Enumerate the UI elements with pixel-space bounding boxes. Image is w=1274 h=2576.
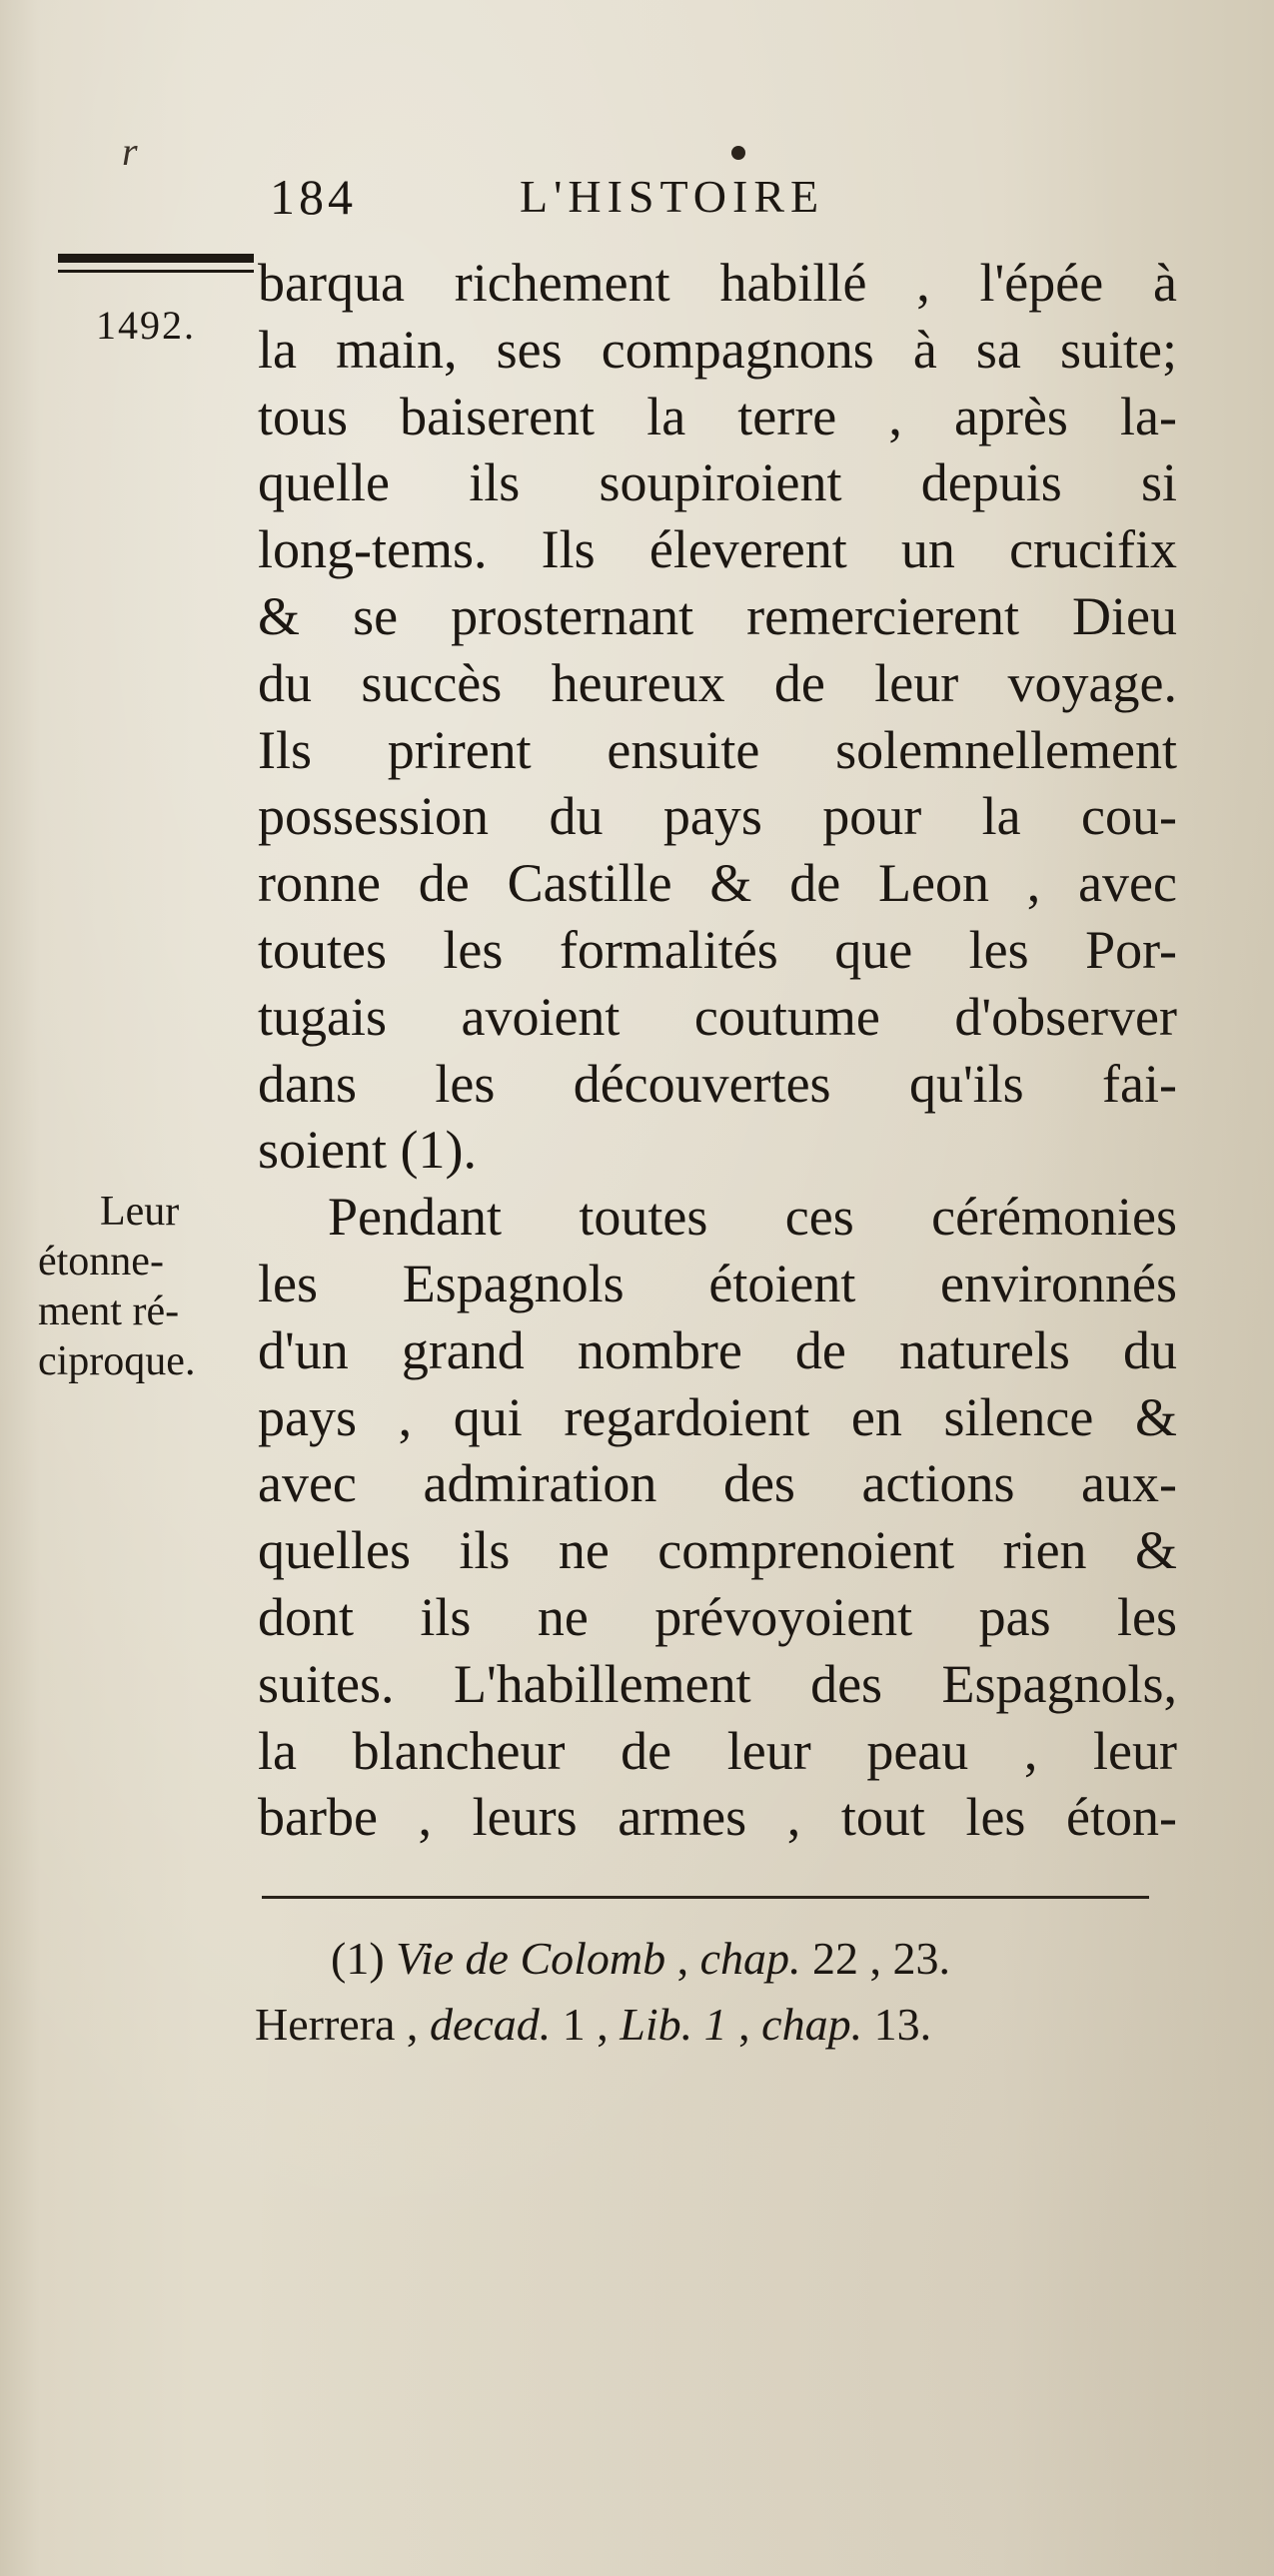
text-line: barbe , leurs armes , tout les éton- [258,1787,1177,1848]
text-line: la main, ses compagnons à sa suite; [258,319,1177,380]
margin-note-line: étonne- [38,1239,164,1285]
body-text [258,250,1177,1851]
text-line: suites. L'habillement des Espagnols, [258,1653,1177,1714]
footnote-chap-value: 13. [862,1999,932,2050]
footnote-chap-values: 22 , 23. [800,1933,951,1984]
text-line: long-tems. Ils éleverent un crucifix [258,519,1177,580]
text-line: dont ils ne prévoyoient pas les [258,1586,1177,1647]
footnote-chap-label: chap. [699,1933,801,1984]
margin-year: 1492. [96,303,196,348]
text-line: ronne de Castille & de Leon , avec [258,853,1177,914]
margin-note [38,1187,258,1386]
header-ink-dot [731,146,745,160]
footnote-title: Vie de Colomb [396,1933,666,1984]
footnote-decad-label: decad. [429,1999,552,2050]
footnote-line [255,1992,1184,2058]
footnote-marker: (1) [331,1933,385,1984]
text-line: du succès heureux de leur voyage. [258,652,1177,713]
text-line: la blancheur de leur peau , leur [258,1720,1177,1781]
footnote-line [255,1926,1184,1992]
text-line: Pendant toutes ces cérémonies [328,1187,1177,1248]
footnote-lib-label: Lib. 1 [620,1999,727,2050]
text-line: soient (1). [258,1120,477,1181]
text-line: quelles ils ne comprenoient rien & [258,1520,1177,1581]
page-header [270,168,989,238]
margin-note-line: ciproque. [38,1338,196,1384]
text-line: pays , qui regardoient en silence & [258,1386,1177,1447]
margin-double-rule [58,254,254,276]
text-line: toutes les formalités que les Por- [258,919,1177,980]
footnote-separator: , [726,1999,762,2050]
footnote-chap-label: chap. [761,1999,863,2050]
margin-note-line: Leur [100,1189,180,1235]
margin-note-line: ment ré- [38,1288,180,1334]
text-line: possession du pays pour la cou- [258,786,1177,847]
rule-thick [58,254,254,263]
text-line: & se prosternant remercierent Dieu [258,585,1177,646]
footnote-author: Herrera , [255,1999,430,2050]
text-line: dans les découvertes qu'ils fai- [258,1053,1177,1114]
rule-thin [58,270,254,273]
stray-ink-mark: r [122,129,138,174]
text-line: les Espagnols étoient environnés [258,1253,1177,1313]
text-line: d'un grand nombre de naturels du [258,1319,1177,1380]
footnote [255,1926,1184,2058]
text-line: Ils prirent ensuite solemnellement [258,719,1177,780]
text-line: avec admiration des actions aux- [258,1453,1177,1514]
footnote-separator: , [665,1933,700,1984]
text-line: barqua richement habillé , l'épée à [258,253,1177,313]
text-line: tous baiserent la terre , après la- [258,386,1177,446]
running-title: L'HISTOIRE [520,171,825,222]
footnote-decad-value: 1 , [551,1999,621,2050]
text-line: tugais avoient coutume d'observer [258,986,1177,1047]
footnote-rule [262,1896,1149,1899]
page-number: 184 [270,169,357,225]
text-line: quelle ils soupiroient depuis si [258,452,1177,513]
